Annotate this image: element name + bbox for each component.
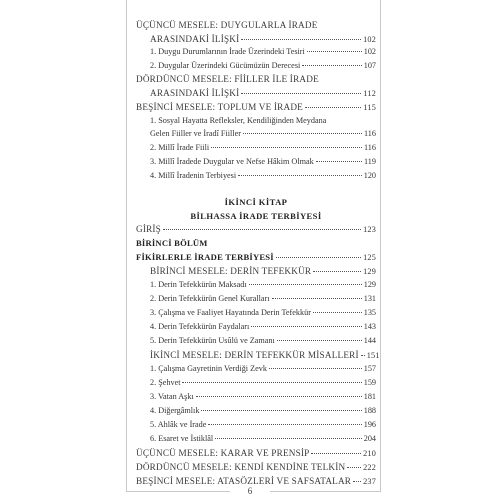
toc-subentry	[150, 405, 376, 417]
leader-dots	[272, 298, 362, 299]
toc-subentry	[150, 128, 376, 140]
toc-subentry	[150, 142, 376, 154]
toc-page-number: 129	[363, 267, 376, 276]
leader-dots	[238, 175, 362, 176]
toc-entry-label: ÜÇÜNCÜ MESELE: KARAR VE PRENSİP	[136, 448, 310, 458]
toc-subentry	[150, 170, 376, 182]
leader-dots	[313, 271, 361, 272]
leader-dots	[249, 284, 362, 285]
toc-page-number: 222	[363, 463, 376, 472]
leader-dots	[269, 368, 362, 369]
leader-dots	[211, 147, 362, 148]
toc-subentry-label: 5. Ahlâk ve İrade	[150, 420, 207, 429]
toc-subentry-label: 2. Derin Tefekkürün Genel Kuralları	[150, 294, 270, 303]
toc-subentry	[150, 363, 376, 375]
toc-entry-label: DÖRDÜNCÜ MESELE: KENDİ KENDİNE TELKİN	[136, 462, 346, 472]
leader-dots	[305, 107, 361, 108]
book-heading: İKİNCİ KİTAP	[224, 197, 288, 207]
toc-entry-label: İKİNCİ MESELE: DERİN TEFEKKÜR MİSALLERİ	[150, 350, 359, 360]
leader-dots	[201, 410, 361, 411]
leader-dots	[311, 453, 361, 454]
page-border-right	[380, 0, 381, 492]
toc-page-number: 143	[363, 322, 376, 331]
leader-dots	[353, 481, 361, 482]
toc-entry	[150, 265, 376, 278]
toc-subentry	[150, 419, 376, 431]
toc-subentry-label: 4. Derin Tefekkürün Faydaları	[150, 322, 250, 331]
toc-page-number: 102	[363, 35, 376, 44]
toc-page-number: 204	[363, 434, 376, 443]
toc-entry-label: GİRİŞ	[136, 224, 161, 234]
leader-dots	[241, 93, 361, 94]
toc-subentry-label: 5. Derin Tefekkürün Usûlü ve Zamanı	[150, 336, 275, 345]
toc-subentry-label: 6. Esaret ve İstiklâl	[150, 434, 214, 443]
toc-subentry	[150, 391, 376, 403]
toc-subentry-label: 1. Sosyal Hayatta Refleksler, Kendiliğinden Meydana	[150, 116, 327, 125]
toc-page-number: 181	[363, 392, 376, 401]
page-number: 6	[247, 486, 253, 496]
toc-page-number: 129	[363, 280, 376, 289]
toc-page-number: 157	[363, 364, 376, 373]
toc-subentry	[150, 335, 376, 347]
leader-dots	[313, 312, 362, 313]
toc-subentry	[150, 433, 376, 445]
toc-page-number: 144	[363, 336, 376, 345]
toc-entry	[136, 101, 376, 114]
toc-subentry	[150, 46, 376, 58]
toc-entry-label: BEŞİNCİ MESELE: TOPLUM VE İRADE	[136, 102, 303, 112]
toc-entry	[136, 447, 376, 460]
toc-subentry	[150, 279, 376, 291]
toc-subentry	[150, 156, 376, 168]
toc-entry	[136, 251, 376, 264]
toc-subentry-label: 1. Çalışma Gayretinin Verdiği Zevk	[150, 364, 267, 373]
leader-dots	[316, 161, 362, 162]
toc-entry	[150, 349, 380, 362]
toc-page-number: 196	[363, 420, 376, 429]
toc-subentry-label: 3. Vatan Aşkı	[150, 392, 194, 401]
toc-subentry-label: Gelen Fiiller ve İradî Fiiller	[150, 129, 241, 138]
toc-entry-label: BEŞİNCİ MESELE: ATASÖZLERİ VE SAFSATALAR	[136, 476, 352, 486]
leader-dots	[251, 326, 361, 327]
leader-dots	[196, 396, 362, 397]
toc-entry-label: FİKİRLERLE İRADE TERBİYESİ	[136, 252, 274, 262]
toc-entry-title: DÖRDÜNCÜ MESELE: FİİLLER İLE İRADE	[136, 74, 319, 84]
toc-subentry-label: 2. Millî İrade Fiili	[150, 143, 210, 152]
toc-entry	[150, 87, 376, 100]
toc-subentry-label: 2. Duygular Üzerindeki Gücümüzün Derecesi	[150, 61, 301, 70]
toc-entry-label: ARASINDAKİ İLİŞKİ	[150, 88, 240, 98]
page-border-left	[126, 0, 127, 492]
leader-dots	[361, 355, 365, 356]
toc-entry	[136, 223, 376, 236]
toc-subentry-label: 1. Duygu Durumlarının İrade Üzerindeki Tesiri	[150, 47, 305, 56]
toc-page-number: 123	[363, 225, 376, 234]
leader-dots	[276, 257, 361, 258]
toc-subentry	[150, 321, 376, 333]
leader-dots	[277, 340, 362, 341]
leader-dots	[307, 51, 362, 52]
toc-page-number: 115	[363, 103, 376, 112]
toc-page-number: 237	[363, 477, 376, 486]
toc-entry-title: ÜÇÜNCÜ MESELE: DUYGULARLA İRADE	[136, 20, 318, 30]
toc-subentry	[150, 307, 376, 319]
leader-dots	[302, 65, 361, 66]
page-border-bottom-left	[126, 491, 230, 492]
toc-subentry-label: 3. Çalışma ve Faaliyet Hayatında Derin Tefekkür	[150, 308, 311, 317]
book-subheading: BİLHASSA İRADE TERBİYESİ	[190, 211, 322, 221]
toc-page-number: 120	[363, 171, 376, 180]
toc-entry	[150, 33, 376, 46]
leader-dots	[163, 229, 361, 230]
toc-subentry-label: 1. Derin Tefekkürün Maksadı	[150, 280, 247, 289]
toc-entry-label: ARASINDAKİ İLİŞKİ	[150, 34, 240, 44]
toc-page-number: 151	[366, 351, 380, 360]
leader-dots	[241, 39, 361, 40]
toc-subentry-label: 3. Millî İradede Duygular ve Nefse Hâkim Olmak	[150, 157, 314, 166]
page-border-bottom-right	[270, 491, 381, 492]
toc-page-number: 116	[364, 129, 376, 138]
toc-subentry	[150, 60, 376, 72]
toc-page-number: 119	[364, 157, 376, 166]
toc-subentry-label: 4. Millî İradenin Terbiyesi	[150, 171, 237, 180]
toc-page-number: 112	[363, 89, 376, 98]
section-heading: BİRİNCİ BÖLÜM	[136, 238, 208, 248]
toc-entry	[136, 461, 376, 474]
toc-page-number: 135	[363, 308, 376, 317]
toc-entry-label: BİRİNCİ MESELE: DERİN TEFEKKÜR	[150, 266, 312, 276]
leader-dots	[215, 438, 362, 439]
toc-page-number: 210	[363, 449, 376, 458]
toc-page-number: 131	[363, 294, 376, 303]
toc-subentry-label: 2. Şehvet	[150, 378, 181, 387]
toc-page-number: 102	[363, 47, 376, 56]
leader-dots	[182, 382, 361, 383]
leader-dots	[243, 133, 362, 134]
toc-subentry	[150, 377, 376, 389]
toc-subentry	[150, 293, 376, 305]
toc-page-number: 125	[363, 253, 376, 262]
leader-dots	[208, 424, 361, 425]
toc-page-number: 188	[363, 406, 376, 415]
leader-dots	[347, 467, 361, 468]
toc-page-number: 107	[363, 61, 376, 70]
toc-subentry-label: 4. Diğergâmlık	[150, 406, 200, 415]
toc-page-number: 116	[364, 143, 376, 152]
toc-page-number: 159	[363, 378, 376, 387]
